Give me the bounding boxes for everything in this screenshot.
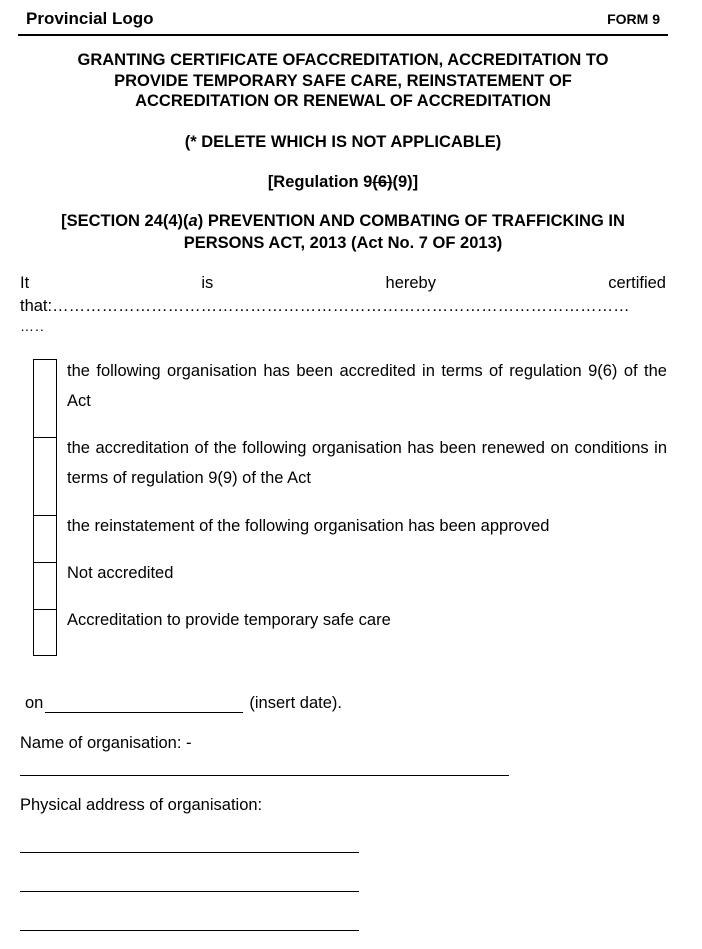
option-list xyxy=(33,359,673,656)
option-label: the accreditation of the following organisation has been renewed on conditions in terms of regulation 9(9) of the Act xyxy=(67,439,667,487)
date-hint: (insert date). xyxy=(249,694,342,712)
form-header xyxy=(18,8,668,36)
regulation-struck: (6) xyxy=(372,173,393,191)
option-label: the following organisation has been accredited in terms of regulation 9(6) of the Act xyxy=(67,362,667,410)
provincial-logo: Provincial Logo xyxy=(26,9,154,28)
option-reinstated xyxy=(33,515,673,562)
address-line-2[interactable] xyxy=(20,891,359,892)
option-label: Not accredited xyxy=(67,564,174,582)
section-line-1 xyxy=(30,210,656,232)
option-checkbox[interactable] xyxy=(33,562,57,609)
form-number: FORM 9 xyxy=(607,11,660,27)
title-line-2: PROVIDE TEMPORARY SAFE CARE, REINSTATEMENT OF xyxy=(114,71,572,90)
organisation-name-line[interactable] xyxy=(20,775,509,776)
certify-word: It xyxy=(20,274,30,292)
option-checkbox[interactable] xyxy=(33,437,57,515)
option-checkbox[interactable] xyxy=(33,359,57,437)
date-field xyxy=(25,694,342,713)
section-italic: a xyxy=(188,212,198,230)
option-checkbox[interactable] xyxy=(33,609,57,656)
regulation-reference xyxy=(30,173,656,192)
certification-statement xyxy=(20,274,666,334)
address-line-1[interactable] xyxy=(20,852,359,853)
certify-words-row xyxy=(20,274,666,293)
form-title xyxy=(30,50,656,112)
option-safe-care xyxy=(33,609,673,656)
regulation-suffix: (9)] xyxy=(392,173,419,191)
certify-that-line[interactable]: that:…………………………………………………………………………………………… xyxy=(20,297,630,315)
title-line-3: ACCREDITATION OR RENEWAL OF ACCREDITATION xyxy=(135,92,551,110)
option-renewed xyxy=(33,437,673,515)
organisation-address-label: Physical address of organisation: xyxy=(20,796,263,814)
regulation-prefix: [Regulation 9 xyxy=(267,173,373,191)
option-label: the reinstatement of the following organisation has been approved xyxy=(67,517,550,535)
title-line-1: GRANTING CERTIFICATE OFACCREDITATION, ACCREDITATION TO xyxy=(77,51,609,69)
organisation-name-label: Name of organisation: - xyxy=(20,734,192,752)
date-label: on xyxy=(25,694,44,712)
address-line-3[interactable] xyxy=(20,930,359,931)
section-part-2: ) PREVENTION AND COMBATING OF TRAFFICKING IN xyxy=(197,212,625,230)
delete-note: (* DELETE WHICH IS NOT APPLICABLE) xyxy=(184,133,502,151)
certify-word: certified xyxy=(608,274,666,292)
certify-word: is xyxy=(201,274,214,292)
section-line-2: PERSONS ACT, 2013 (Act No. 7 OF 2013) xyxy=(183,234,503,252)
option-not-accredited xyxy=(33,562,673,609)
option-checkbox[interactable] xyxy=(33,515,57,562)
certify-word: hereby xyxy=(385,274,436,292)
date-input-line[interactable] xyxy=(45,694,243,713)
section-part-1: [SECTION 24(4)( xyxy=(61,212,189,230)
section-reference xyxy=(30,210,656,254)
option-label: Accreditation to provide temporary safe care xyxy=(67,611,391,629)
option-accredited xyxy=(33,359,673,437)
certify-continuation: ….. xyxy=(20,318,45,334)
